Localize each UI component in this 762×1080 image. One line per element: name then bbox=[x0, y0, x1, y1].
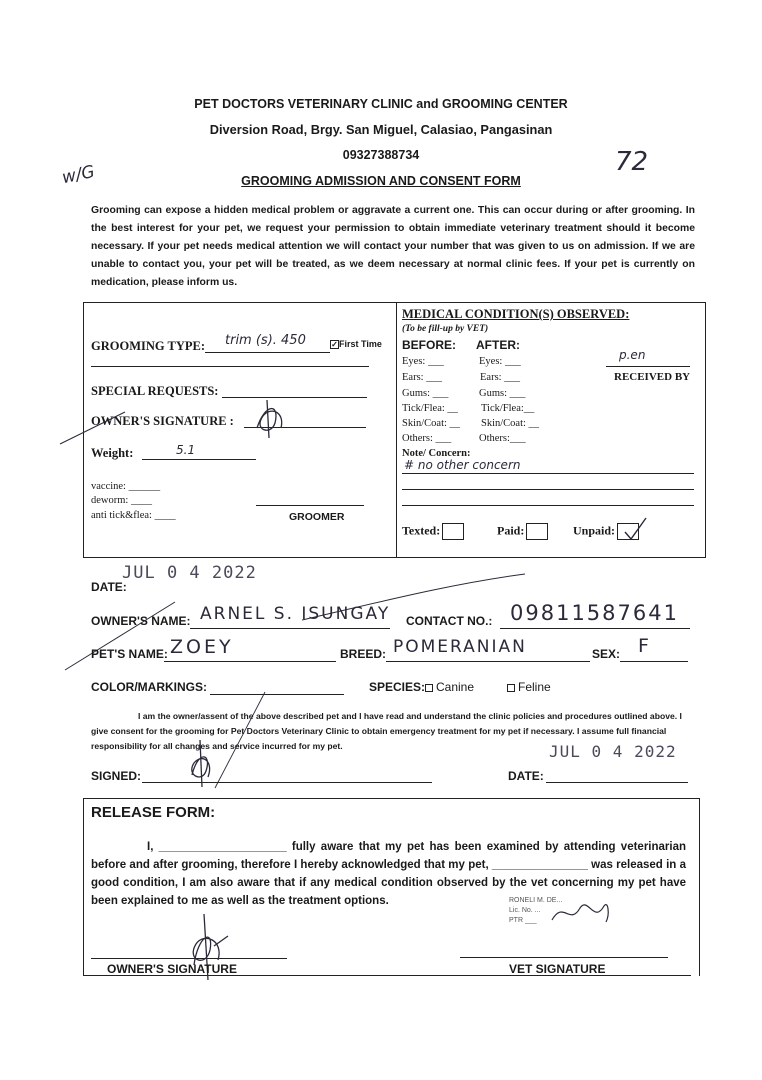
medical-before-gums: Gums: ___ bbox=[402, 388, 449, 399]
texted-box bbox=[442, 523, 464, 540]
signed-date-line bbox=[546, 782, 688, 783]
medical-after-skin: Skin/Coat: __ bbox=[481, 418, 540, 429]
color-label: COLOR/MARKINGS: bbox=[91, 680, 207, 694]
strike-mark-4 bbox=[210, 690, 270, 790]
feline-checkbox bbox=[507, 684, 515, 692]
consent-paragraph: I am the owner/assent of the above described pet and I have read and understand the clinic policies and procedures outlined above. I give consent for the grooming for Pet Doctors Veterinary Clinic to obtain emergency treatment for my pet if necessary. I assume full financial responsibility for all changes and service incurred for my pet. bbox=[91, 711, 682, 751]
contact-label: CONTACT NO.: bbox=[406, 614, 493, 628]
weight-label: Weight: bbox=[91, 446, 134, 460]
breed-value[interactable]: POMERANIAN bbox=[393, 637, 527, 657]
unpaid-checkbox[interactable]: Unpaid: bbox=[573, 523, 639, 540]
strike-mark-1 bbox=[55, 408, 130, 448]
medical-before-tick: Tick/Flea: __ bbox=[402, 403, 458, 414]
release-title: RELEASE FORM: bbox=[91, 804, 216, 821]
margin-note-left: w/G bbox=[60, 161, 97, 189]
release-paragraph: I, ____________________ fully aware that my pet has been examined by attending veterinarian before and after grooming, therefore I hereby acknowledged that my pet, _______________ was released in a good condition, I am also aware that if any medical condition observed by the vet concerning my pet have been explained to me as well as the treatment options. bbox=[91, 841, 686, 907]
pet-name-line bbox=[164, 661, 336, 662]
first-time-label: First Time bbox=[339, 339, 382, 349]
owner-name-line bbox=[190, 628, 390, 629]
received-by-line bbox=[606, 366, 690, 367]
special-requests-label: SPECIAL REQUESTS: bbox=[91, 384, 219, 398]
date-stamp: JUL 0 4 2022 bbox=[122, 563, 257, 583]
medical-before-eyes: Eyes: ___ bbox=[402, 356, 444, 367]
vet-stamp-line-3: PTR ___ bbox=[509, 917, 537, 924]
owner-signature-label: OWNER'S SIGNATURE : bbox=[91, 414, 234, 428]
breed-line bbox=[386, 661, 590, 662]
contact-value[interactable]: 09811587641 bbox=[510, 601, 679, 625]
signed-label: SIGNED: bbox=[91, 769, 142, 783]
first-time-checkbox[interactable] bbox=[330, 339, 382, 349]
paid-checkbox[interactable]: Paid: bbox=[497, 523, 548, 540]
medical-before-skin: Skin/Coat: __ bbox=[402, 418, 461, 429]
medical-after-tick: Tick/Flea:__ bbox=[481, 403, 535, 414]
deworm-label: deworm: ____ bbox=[91, 495, 152, 506]
species-label: SPECIES: bbox=[369, 680, 426, 694]
clinic-address: Diversion Road, Brgy. San Miguel, Calasiao, Pangasinan bbox=[209, 122, 553, 137]
canine-checkbox bbox=[425, 684, 433, 692]
intro-paragraph: Grooming can expose a hidden medical problem or aggravate a current one. This can occur during or after grooming. In the best interest for your pet, we request your permission to obtain immediate veterinary treatment should it become necessary. If your pet needs medical attention we will contact your number that was given to us on admission. If we are unable to contact you, your pet will be treated, as we deem necessary at normal clinic fees. If your pet is currently on medication, please inform us. bbox=[91, 205, 695, 288]
grooming-type-extra-line bbox=[91, 366, 369, 367]
release-vet-signature-label: VET SIGNATURE bbox=[509, 962, 606, 976]
texted-checkbox[interactable]: Texted: bbox=[402, 523, 464, 540]
owner-signature-scribble[interactable] bbox=[245, 398, 295, 440]
clinic-name: PET DOCTORS VETERINARY CLINIC and GROOMING CENTER bbox=[194, 97, 568, 111]
before-label: BEFORE: bbox=[402, 338, 456, 352]
anti-tick-label: anti tick&flea: ____ bbox=[91, 510, 176, 521]
medical-after-ears: Ears: ___ bbox=[480, 372, 520, 383]
owner-name-value[interactable]: ARNEL S. ISUNGAY bbox=[200, 604, 391, 624]
note-line-1 bbox=[402, 473, 694, 474]
breed-label: BREED: bbox=[340, 647, 387, 661]
after-label: AFTER: bbox=[476, 338, 520, 352]
sex-value[interactable]: F bbox=[638, 635, 649, 657]
checkmark-icon: ✓ bbox=[331, 340, 338, 350]
groomer-line bbox=[256, 505, 364, 506]
grooming-type-value[interactable]: trim (s). 450 bbox=[225, 333, 306, 348]
form-title: GROOMING ADMISSION AND CONSENT FORM bbox=[241, 174, 521, 188]
medical-subtitle: (To be fill-up by VET) bbox=[402, 324, 489, 334]
owner-name-label: OWNER'S NAME: bbox=[91, 614, 191, 628]
species-canine-option[interactable]: Canine bbox=[419, 680, 474, 694]
checkmark-icon bbox=[620, 516, 650, 544]
medical-after-others: Others:___ bbox=[479, 433, 526, 444]
margin-note-right: 72 bbox=[615, 147, 649, 177]
species-feline-option[interactable]: Feline bbox=[501, 680, 551, 694]
date-label: DATE: bbox=[91, 580, 127, 594]
signed-date-stamp: JUL 0 4 2022 bbox=[549, 742, 677, 761]
strike-mark-3 bbox=[60, 600, 180, 675]
medical-title: MEDICAL CONDITION(S) OBSERVED: bbox=[402, 307, 630, 321]
unpaid-box bbox=[617, 523, 639, 540]
note-label: Note/ Concern: bbox=[402, 448, 471, 459]
grooming-type-line bbox=[205, 352, 330, 353]
contact-line bbox=[500, 628, 690, 629]
weight-value[interactable]: 5.1 bbox=[176, 443, 196, 457]
sex-line bbox=[620, 661, 688, 662]
medical-after-eyes: Eyes: ___ bbox=[479, 356, 521, 367]
received-by-label: RECEIVED BY bbox=[614, 371, 691, 383]
received-by-initials: p.en bbox=[619, 348, 646, 362]
pet-name-label: PET'S NAME: bbox=[91, 647, 168, 661]
vaccine-label: vaccine: ______ bbox=[91, 481, 161, 492]
medical-before-others: Others: ___ bbox=[402, 433, 452, 444]
release-owner-signature-label: OWNER'S SIGNATURE bbox=[107, 962, 237, 976]
groomer-label: GROOMER bbox=[289, 511, 345, 523]
vet-stamp-line-2: Lic. No. ... bbox=[509, 907, 541, 914]
pet-name-value[interactable]: ZOEY bbox=[170, 636, 234, 658]
clinic-phone: 09327388734 bbox=[342, 148, 420, 162]
paid-box bbox=[526, 523, 548, 540]
sex-label: SEX: bbox=[592, 647, 621, 661]
note-line-3 bbox=[402, 505, 694, 506]
vet-signature-scribble bbox=[548, 896, 613, 932]
medical-before-ears: Ears: ___ bbox=[402, 372, 442, 383]
weight-line bbox=[142, 459, 256, 460]
signed-date-label: DATE: bbox=[508, 769, 544, 783]
grooming-type-label: GROOMING TYPE: bbox=[91, 339, 206, 353]
release-vet-signature-line bbox=[460, 957, 668, 958]
note-value[interactable]: # no other concern bbox=[404, 458, 521, 472]
vet-stamp-line-1: RONELI M. DE... bbox=[509, 897, 563, 904]
note-line-2 bbox=[402, 489, 694, 490]
medical-after-gums: Gums: ___ bbox=[479, 388, 526, 399]
